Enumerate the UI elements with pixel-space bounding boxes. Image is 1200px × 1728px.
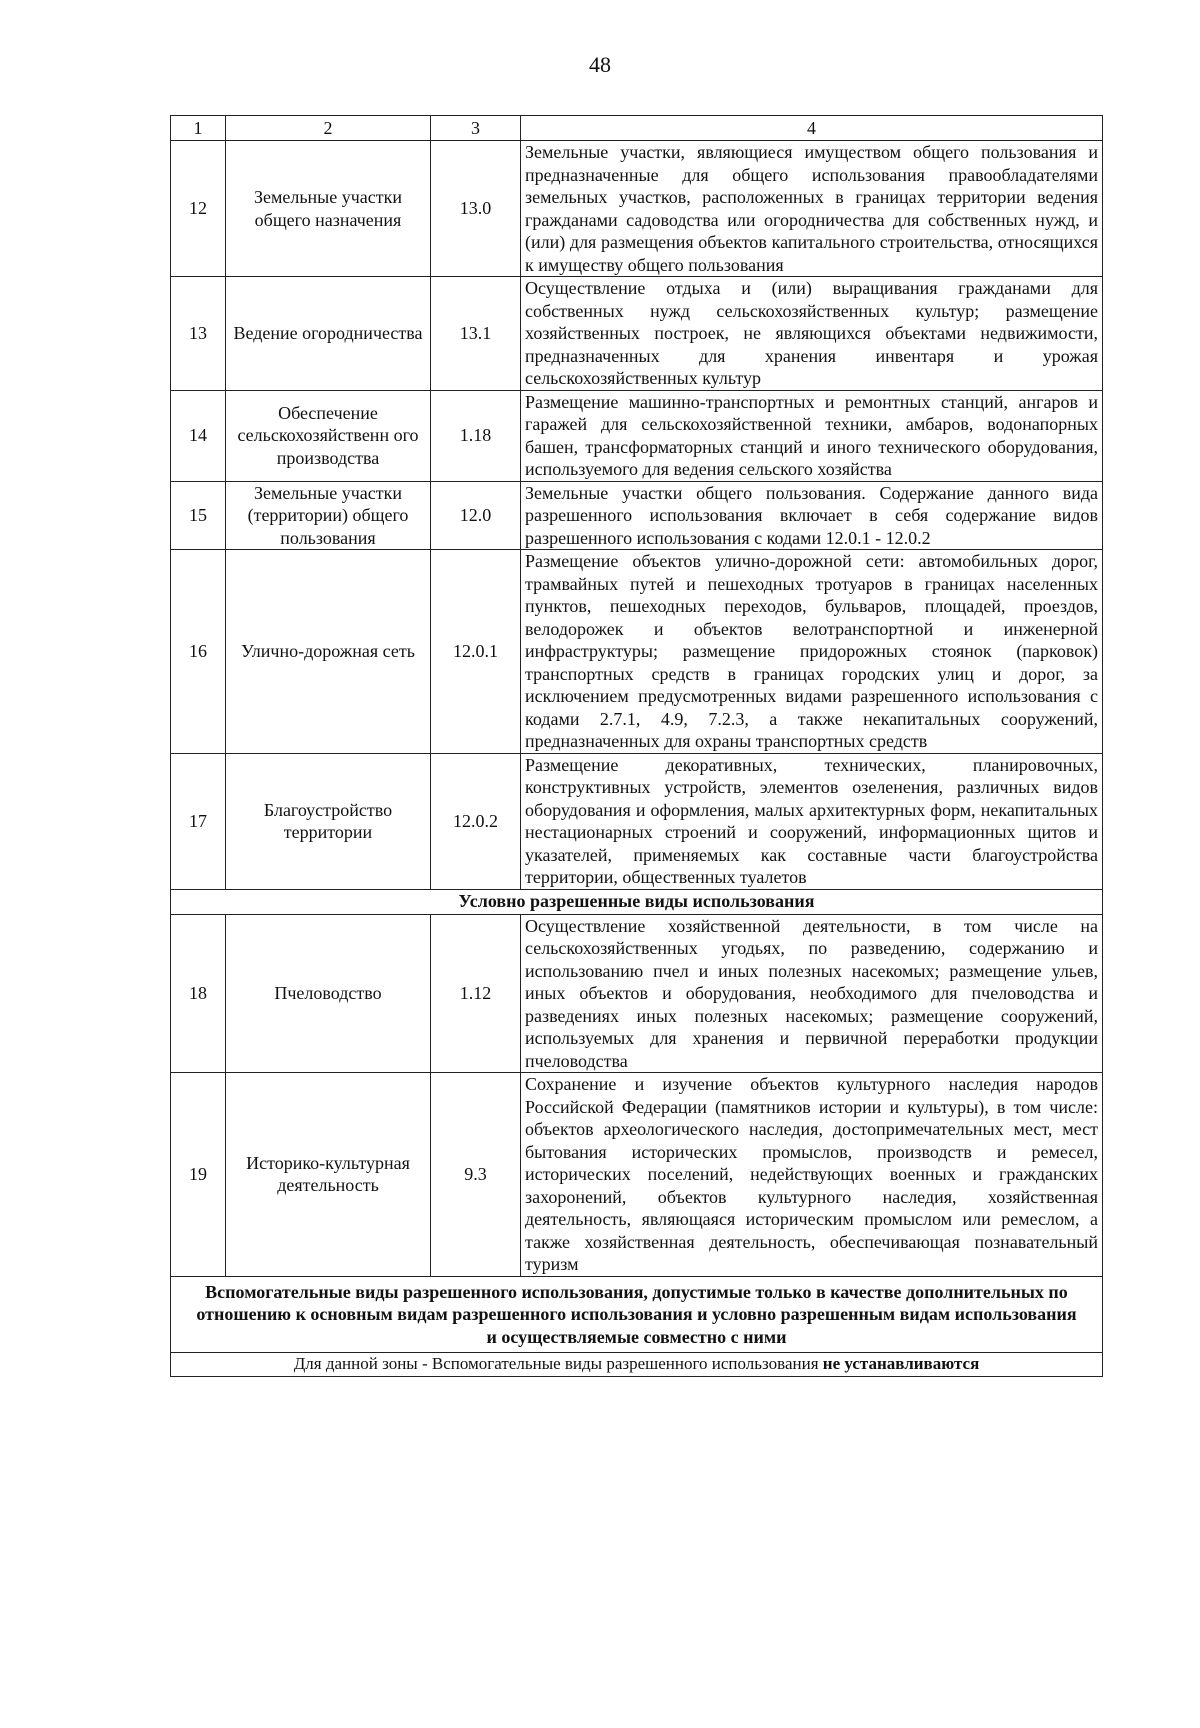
column-header: 3 [431, 116, 521, 141]
table-row [171, 1073, 1103, 1277]
use-name: Обеспечение сельскохозяйственн ого производства [226, 390, 431, 481]
use-description: Осуществление хозяйственной деятельности, в том числе на сельскохозяйственных угодьях, по разведению, содержанию и использованию пчел и иных полезных насекомых; размещение ульев, иных объектов и оборудования, необходимого для пчеловодства и разведениях иных полезных насекомых; размещение сооружений, используемых для хранения и первичной переработки продукции пчеловодства [521, 914, 1103, 1073]
use-description: Размещение объектов улично-дорожной сети: автомобильных дорог, трамвайных путей и пешеходных тротуаров в границах населенных пунктов, пешеходных переходов, бульваров, площадей, проездов, велодорожек и объектов велотранспортной и инженерной инфраструктуры; размещение придорожных стоянок (парковок) транспортных средств в границах городских улиц и дорог, за исключением предусмотренных видами разрешенного использования с кодами 2.7.1, 4.9, 7.2.3, а также некапитальных сооружений, предназначенных для охраны транспортных средств [521, 550, 1103, 754]
table-row [171, 141, 1103, 277]
use-description: Размещение машинно-транспортных и ремонтных станций, ангаров и гаражей для сельскохозяйственной техники, амбаров, водонапорных башен, трансформаторных станций и иного технического оборудования, используемого для ведения сельского хозяйства [521, 390, 1103, 481]
use-code: 12.0.1 [431, 550, 521, 754]
table-row [171, 753, 1103, 889]
use-name: Земельные участки (территории) общего пользования [226, 481, 431, 550]
note-emphasis: не устанавливаются [822, 1354, 980, 1373]
use-description: Размещение декоративных, технических, планировочных, конструктивных устройств, элементов озеленения, различных видов оборудования и оформления, малых архитектурных форм, некапитальных нестационарных строений и сооружений, информационных щитов и указателей, применяемых как составные части благоустройства территории, общественных туалетов [521, 753, 1103, 889]
use-name: Благоустройство территории [226, 753, 431, 889]
row-number: 12 [171, 141, 226, 277]
row-number: 13 [171, 277, 226, 391]
use-name: Ведение огородничества [226, 277, 431, 391]
table-row [171, 914, 1103, 1073]
column-header: 1 [171, 116, 226, 141]
column-header: 2 [226, 116, 431, 141]
note-text: Для данной зоны - Вспомогательные виды разрешенного использования [293, 1354, 823, 1373]
auxiliary-uses-title: Вспомогательные виды разрешенного использования, допустимые только в качестве дополнительных по отношению к основным видам разрешенного использования и условно разрешенным видам использования и осуществляемые совместно с ними [171, 1276, 1103, 1353]
row-number: 19 [171, 1073, 226, 1277]
row-number: 14 [171, 390, 226, 481]
column-header: 4 [521, 116, 1103, 141]
table-row [171, 481, 1103, 550]
row-number: 15 [171, 481, 226, 550]
table-header-row [171, 116, 1103, 141]
use-code: 1.12 [431, 914, 521, 1073]
use-code: 9.3 [431, 1073, 521, 1277]
conditional-uses-title: Условно разрешенные виды использования [171, 889, 1103, 914]
row-number: 18 [171, 914, 226, 1073]
use-name: Земельные участки общего назначения [226, 141, 431, 277]
use-code: 12.0.2 [431, 753, 521, 889]
auxiliary-uses-note [171, 1353, 1103, 1377]
use-description: Осуществление отдыха и (или) выращивания гражданами для собственных нужд сельскохозяйственных культур; размещение хозяйственных построек, не являющихся объектами недвижимости, предназначенных для хранения инвентаря и урожая сельскохозяйственных культур [521, 277, 1103, 391]
row-number: 17 [171, 753, 226, 889]
use-name: Улично-дорожная сеть [226, 550, 431, 754]
use-name: Историко-культурная деятельность [226, 1073, 431, 1277]
use-description: Земельные участки, являющиеся имуществом общего пользования и предназначенные для общего использования правообладателями земельных участков, расположенных в границах территории ведения гражданами садоводства или огородничества для собственных нужд, и (или) для размещения объектов капитального строительства, относящихся к имуществу общего пользования [521, 141, 1103, 277]
use-name: Пчеловодство [226, 914, 431, 1073]
use-code: 1.18 [431, 390, 521, 481]
use-description: Земельные участки общего пользования. Содержание данного вида разрешенного использования включает в себя содержание видов разрешенного использования с кодами 12.0.1 - 12.0.2 [521, 481, 1103, 550]
use-code: 12.0 [431, 481, 521, 550]
use-code: 13.1 [431, 277, 521, 391]
page-number: 48 [589, 52, 611, 77]
use-code: 13.0 [431, 141, 521, 277]
table-row [171, 550, 1103, 754]
use-description: Сохранение и изучение объектов культурного наследия народов Российской Федерации (памятников истории и культуры), в том числе: объектов археологического наследия, достопримечательных мест, мест бытования исторических промыслов, производств и ремесел, исторических поселений, недействующих военных и гражданских захоронений, объектов культурного наследия, хозяйственная деятельность, являющаяся историческим промыслом или ремеслом, а также хозяйственная деятельность, обеспечивающая познавательный туризм [521, 1073, 1103, 1277]
table-row [171, 277, 1103, 391]
table-row [171, 390, 1103, 481]
row-number: 16 [171, 550, 226, 754]
land-use-table [170, 115, 1103, 1377]
note-row [171, 1353, 1103, 1377]
section-header-row [171, 889, 1103, 914]
auxiliary-uses-row [171, 1276, 1103, 1353]
